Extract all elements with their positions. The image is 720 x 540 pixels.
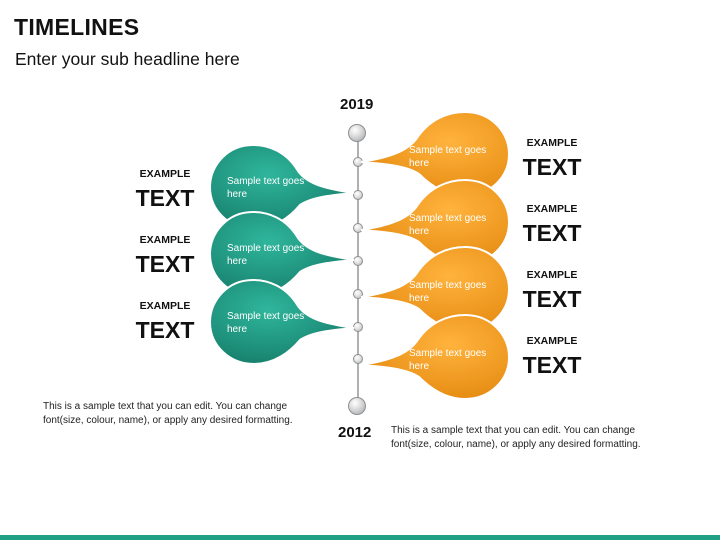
drop-text: Sample text goes here [227, 176, 305, 200]
left-label-small: EXAMPLE [139, 234, 191, 246]
orange-drop-4 [355, 313, 515, 403]
right-label-small: EXAMPLE [526, 269, 578, 281]
left-label-big: TEXT [135, 317, 195, 343]
left-label-big: TEXT [135, 251, 195, 277]
drop-text: Sample text goes here [227, 243, 305, 267]
left-label-small: EXAMPLE [139, 300, 191, 312]
drop-text: Sample text goes here [409, 348, 487, 372]
right-note: This is a sample text that you can edit. You can change font(size, colour, name), or apply any desired formatting. [391, 425, 641, 450]
left-note: This is a sample text that you can edit. You can change font(size, colour, name), or apply any desired formatting. [43, 401, 293, 426]
page-title: TIMELINES [14, 14, 140, 40]
right-label-small: EXAMPLE [526, 137, 578, 149]
drop-text: Sample text goes here [409, 145, 487, 169]
right-label-big: TEXT [522, 154, 582, 180]
left-label-small: EXAMPLE [139, 168, 191, 180]
right-label-small: EXAMPLE [526, 335, 578, 347]
drop-text: Sample text goes here [227, 311, 305, 335]
left-label-big: TEXT [135, 185, 195, 211]
page-subtitle: Enter your sub headline here [15, 49, 240, 69]
drop-text: Sample text goes here [409, 280, 487, 304]
teal-drop-3 [208, 278, 368, 368]
year-bottom-label: 2012 [338, 424, 372, 441]
right-label-small: EXAMPLE [526, 203, 578, 215]
right-label-big: TEXT [522, 220, 582, 246]
drop-text: Sample text goes here [409, 213, 487, 237]
right-label-big: TEXT [522, 352, 582, 378]
right-label-big: TEXT [522, 286, 582, 312]
bottom-accent-bar [0, 535, 720, 540]
year-top-label: 2019 [340, 96, 374, 113]
